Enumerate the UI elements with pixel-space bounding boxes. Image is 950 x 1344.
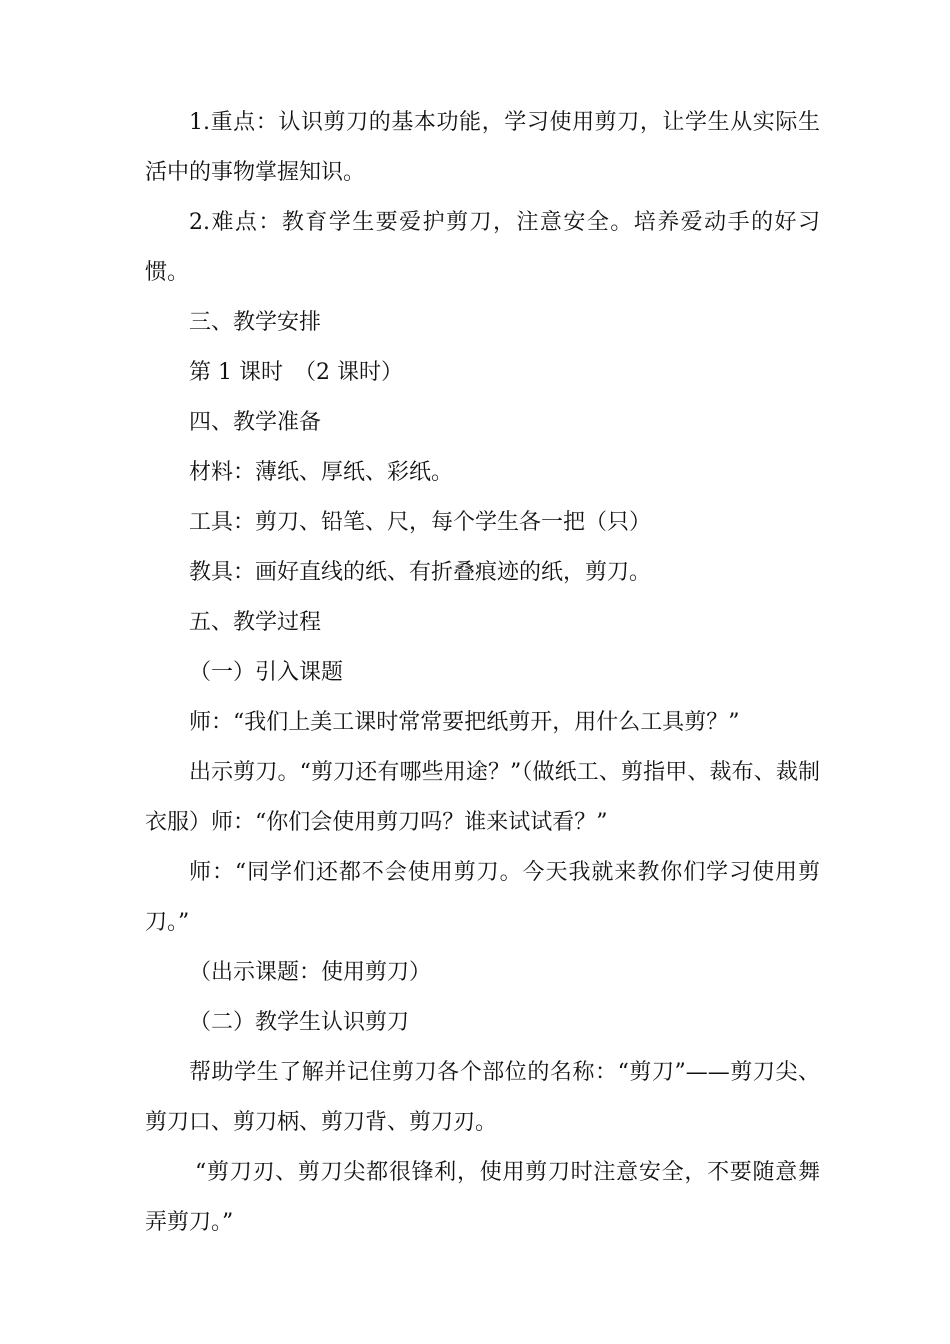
subheading-recognize-scissors: （二）教学生认识剪刀 xyxy=(189,1010,410,1035)
paragraph-difficulty: 2.难点：教育学生要爱护剪刀，注意安全。培养爱动手的好习惯。 xyxy=(145,210,820,285)
paragraph-key-point: 1.重点：认识剪刀的基本功能，学习使用剪刀，让学生从实际生活中的事物掌握知识。 xyxy=(145,110,820,185)
heading-teaching-preparation: 四、教学准备 xyxy=(189,410,322,435)
paragraph-scissor-parts: 帮助学生了解并记住剪刀各个部位的名称：“剪刀”——剪刀尖、剪刀口、剪刀柄、剪刀背、剪刀刃。 xyxy=(145,1060,820,1135)
heading-teaching-process: 五、教学过程 xyxy=(189,610,322,635)
paragraph-teacher-statement: 师：“同学们还都不会使用剪刀。今天我就来教你们学习使用剪刀。” xyxy=(145,860,820,935)
paragraph-safety-note: “剪刀刃、剪刀尖都很锋利，使用剪刀时注意安全，不要随意舞弄剪刀。” xyxy=(145,1160,820,1235)
document-body xyxy=(145,98,820,1248)
paragraph-materials: 材料：薄纸、厚纸、彩纸。 xyxy=(189,460,454,485)
subheading-introduce-topic: （一）引入课题 xyxy=(189,660,344,685)
paragraph-show-scissors: 出示剪刀。“剪刀还有哪些用途？”（做纸工、剪指甲、裁布、裁制衣服）师：“你们会使用剪刀吗？谁来试试看？” xyxy=(145,760,820,835)
paragraph-teacher-question: 师：“我们上美工课时常常要把纸剪开，用什么工具剪？” xyxy=(189,710,740,735)
heading-teaching-arrangement: 三、教学安排 xyxy=(189,310,322,335)
paragraph-tools: 工具：剪刀、铅笔、尺，每个学生各一把（只） xyxy=(189,510,652,535)
paragraph-show-title: （出示课题：使用剪刀） xyxy=(189,960,432,985)
paragraph-lesson-period: 第 1 课时 （2 课时） xyxy=(189,360,403,385)
paragraph-teaching-aids: 教具：画好直线的纸、有折叠痕迹的纸，剪刀。 xyxy=(189,560,652,585)
